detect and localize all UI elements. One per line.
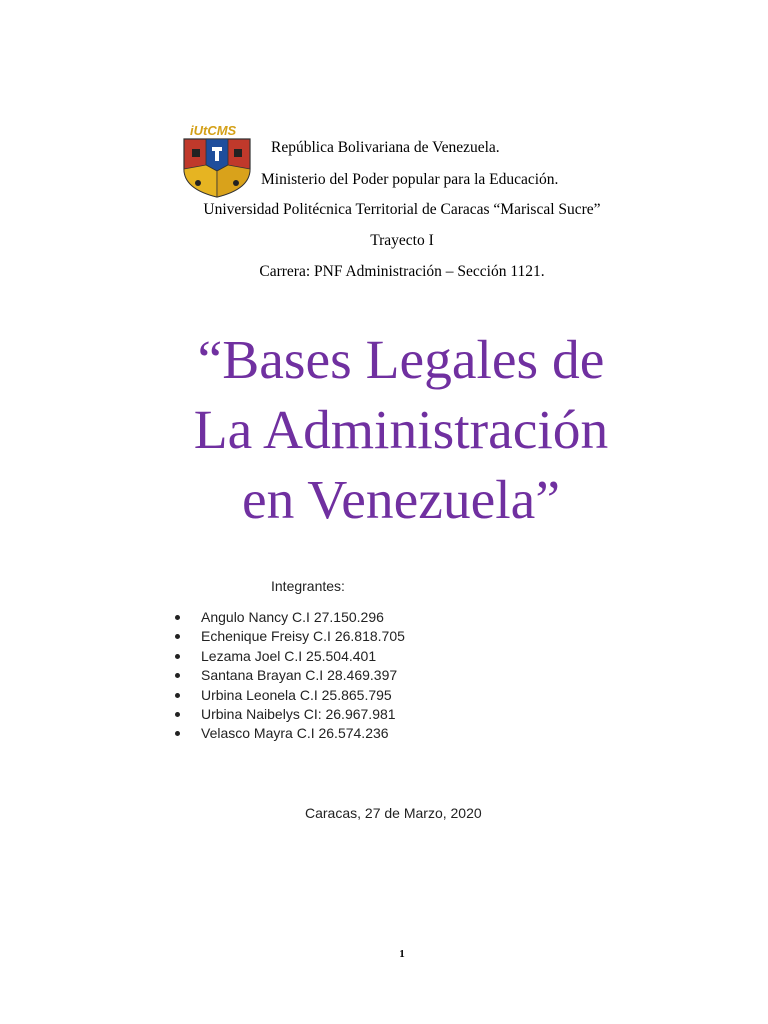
member-name: Santana Brayan C.I 28.469.397: [201, 667, 398, 684]
title-line-2: La Administración: [193, 400, 609, 461]
logo-wordmark: iUtCMS: [190, 123, 237, 138]
header-republic: República Bolivariana de Venezuela.: [271, 139, 500, 156]
header-trayecto: Trayecto I: [370, 232, 434, 249]
member-name: Echenique Freisy C.I 26.818.705: [201, 628, 405, 645]
bullet-icon: [175, 615, 180, 620]
bullet-icon: [175, 712, 180, 717]
bullet-icon: [175, 654, 180, 659]
member-name: Velasco Mayra C.I 26.574.236: [201, 725, 389, 742]
title-line-1: “Bases Legales de: [197, 330, 605, 391]
bullet-icon: [175, 693, 180, 698]
document-title: [0, 326, 768, 536]
integrantes-label: Integrantes:: [271, 578, 345, 594]
date-line: Caracas, 27 de Marzo, 2020: [305, 805, 482, 821]
title-line-3: en Venezuela”: [242, 470, 560, 531]
page-number: 1: [399, 948, 405, 960]
member-name: Urbina Leonela C.I 25.865.795: [201, 686, 392, 703]
member-name: Urbina Naibelys CI: 26.967.981: [201, 705, 396, 722]
member-name: Angulo Nancy C.I 27.150.296: [201, 609, 384, 625]
bullet-icon: [175, 634, 180, 639]
university-crest-logo: [182, 121, 252, 199]
header-university: Universidad Politécnica Territorial de Caracas “Mariscal Sucre”: [203, 201, 601, 218]
bullet-icon: [175, 673, 180, 678]
member-name: Lezama Joel C.I 25.504.401: [201, 647, 377, 664]
header-ministry: Ministerio del Poder popular para la Educación.: [261, 171, 559, 188]
header-carrera: Carrera: PNF Administración – Sección 1121.: [259, 263, 545, 280]
bullet-icon: [175, 731, 180, 736]
